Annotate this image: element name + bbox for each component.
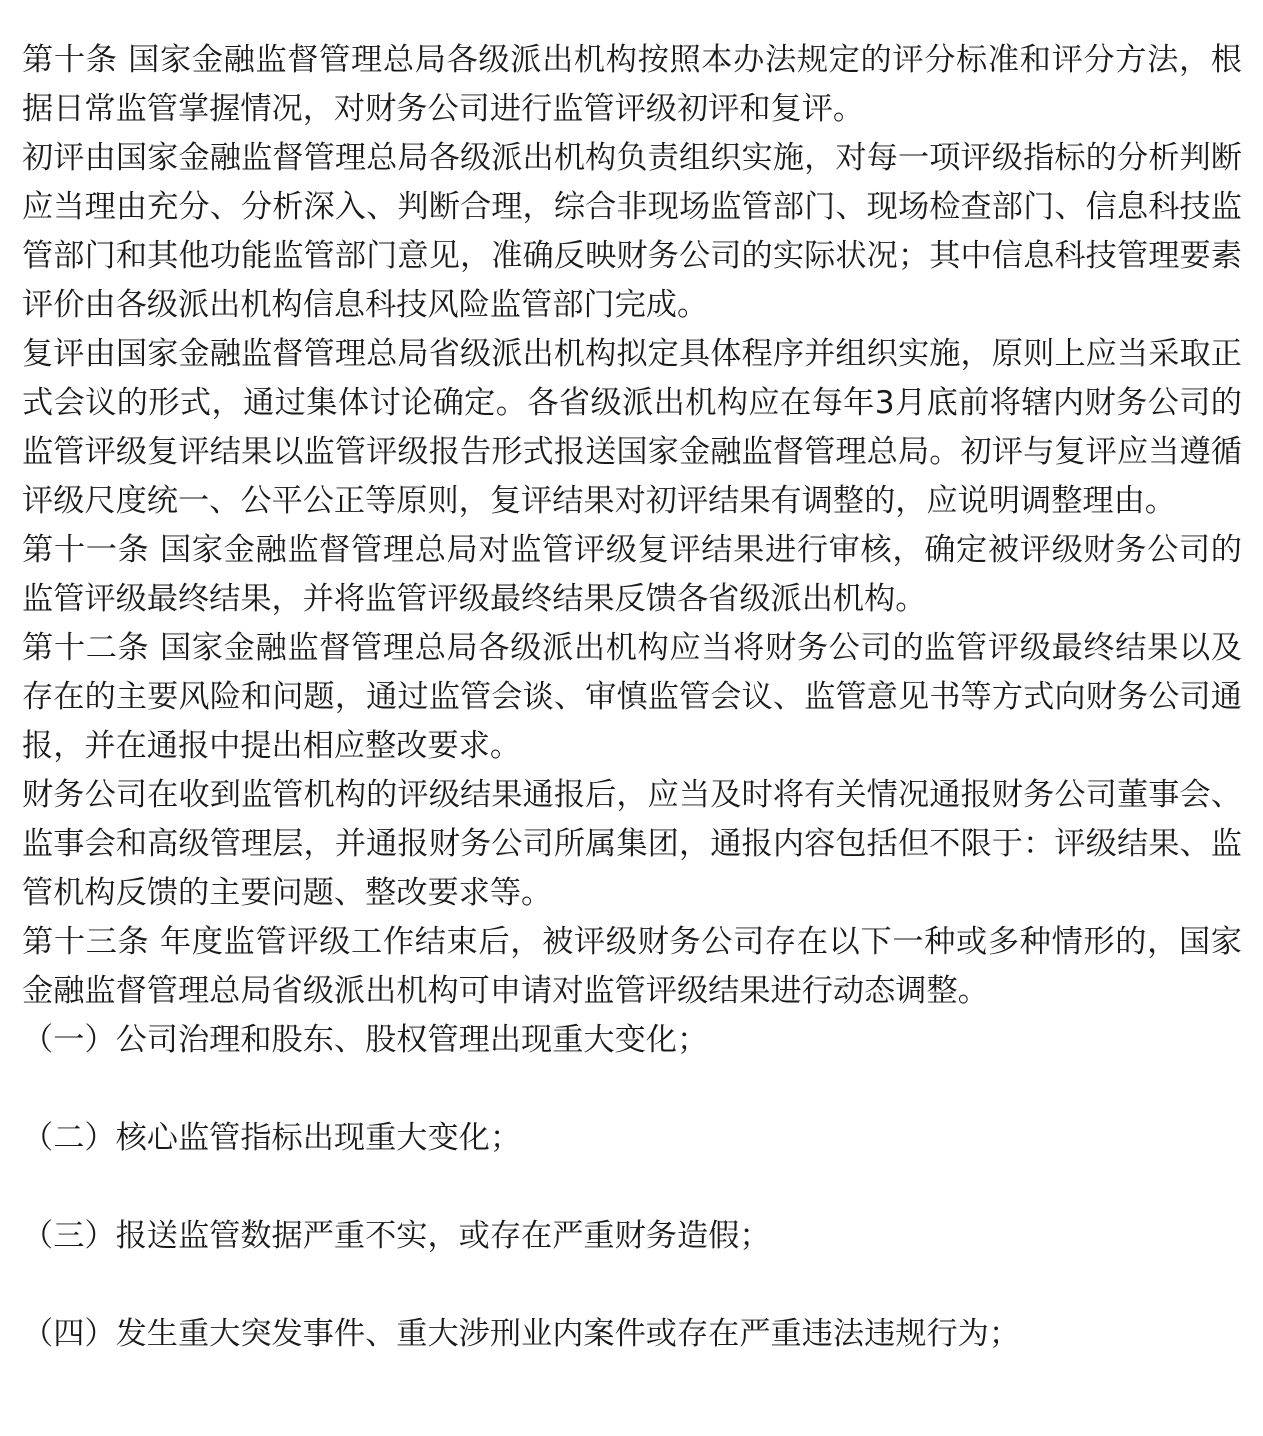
list-item: （四）发生重大突发事件、重大涉刑业内案件或存在严重违法违规行为； <box>22 1316 1021 1352</box>
article-11-paragraph: 第十一条 国家金融监督管理总局对监管评级复评结果进行审核，确定被评级财务公司的监管评级最终结果，并将监管评级最终结果反馈各省级派出机构。 <box>22 532 1242 617</box>
article-12-paragraph: 第十二条 国家金融监督管理总局各级派出机构应当将财务公司的监管评级最终结果以及存在的主要风险和问题，通过监管会谈、审慎监管会议、监管意见书等方式向财务公司通报，并在通报中提出相应整改要求。 <box>22 630 1242 764</box>
document-body <box>22 36 1242 1359</box>
review-rating-paragraph: 复评由国家金融监督管理总局省级派出机构拟定具体程序并组织实施，原则上应当采取正式会议的形式，通过集体讨论确定。各省级派出机构应在每年3月底前将辖内财务公司的监管评级复评结果以监管评级报告形式报送国家金融监督管理总局。初评与复评应当遵循评级尺度统一、公平公正等原则，复评结果对初评结果有调整的，应说明调整理由。 <box>22 336 1242 519</box>
notification-paragraph: 财务公司在收到监管机构的评级结果通报后，应当及时将有关情况通报财务公司董事会、监事会和高级管理层，并通报财务公司所属集团，通报内容包括但不限于：评级结果、监管机构反馈的主要问题、整改要求等。 <box>22 777 1242 911</box>
article-13-paragraph: 第十三条 年度监管评级工作结束后，被评级财务公司存在以下一种或多种情形的，国家金融监督管理总局省级派出机构可申请对监管评级结果进行动态调整。 <box>22 924 1242 1009</box>
article-10-paragraph: 第十条 国家金融监督管理总局各级派出机构按照本办法规定的评分标准和评分方法，根据日常监管掌握情况，对财务公司进行监管评级初评和复评。 <box>22 42 1242 127</box>
preliminary-rating-paragraph: 初评由国家金融监督管理总局各级派出机构负责组织实施，对每一项评级指标的分析判断应当理由充分、分析深入、判断合理，综合非现场监管部门、现场检查部门、信息科技监管部门和其他功能监管部门意见，准确反映财务公司的实际状况；其中信息科技管理要素评价由各级派出机构信息科技风险监管部门完成。 <box>22 140 1242 323</box>
list-item: （三）报送监管数据严重不实，或存在严重财务造假； <box>22 1218 771 1254</box>
list-item: （二）核心监管指标出现重大变化； <box>22 1120 522 1156</box>
list-item: （一）公司治理和股东、股权管理出现重大变化； <box>22 1022 709 1058</box>
